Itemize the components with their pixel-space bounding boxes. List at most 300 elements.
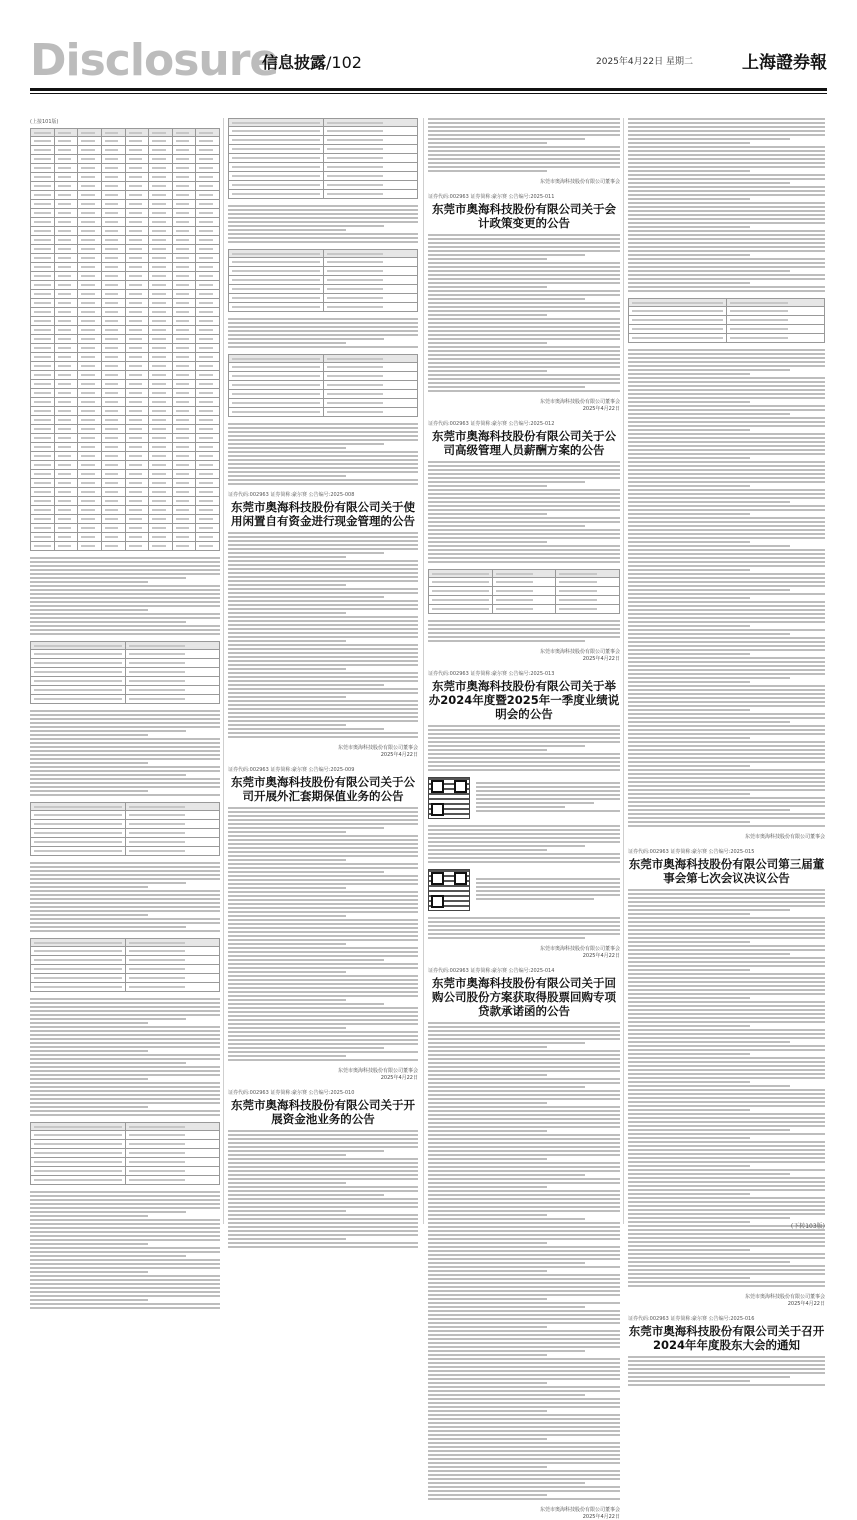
table-row: [229, 250, 418, 258]
text-line: [628, 589, 790, 591]
table-cell: [31, 164, 55, 173]
text-line: [428, 485, 547, 487]
table-cell: [125, 129, 149, 137]
text-line: [428, 150, 620, 152]
text-line: [428, 1458, 620, 1460]
table-cell: [125, 820, 220, 829]
table-row: [229, 399, 418, 408]
text-line: [428, 386, 585, 388]
table-cell: [31, 353, 55, 362]
text-line: [428, 1454, 620, 1456]
text-line: [428, 1394, 585, 1396]
table-cell: [125, 479, 149, 488]
text-line: [228, 967, 418, 969]
table-cell: [149, 146, 173, 155]
table-cell: [172, 488, 196, 497]
table-cell: [149, 236, 173, 245]
text-line: [228, 716, 418, 718]
text-line: [228, 839, 418, 841]
text-block: [30, 862, 220, 932]
table-cell: [196, 299, 220, 308]
table-cell: [125, 461, 149, 470]
text-line: [628, 681, 750, 683]
table-cell: [31, 263, 55, 272]
table-cell: [172, 272, 196, 281]
table-row: [31, 344, 220, 353]
table-cell: [125, 533, 149, 542]
announcement-title: 东莞市奥海科技股份有限公司关于使用闲置自有资金进行现金管理的公告: [231, 500, 415, 528]
text-line: [628, 1233, 825, 1235]
text-line: [30, 930, 220, 932]
table-cell: [125, 209, 149, 218]
text-line: [30, 922, 220, 924]
continued-label: (上接101版): [30, 119, 59, 125]
text-line: [428, 1178, 620, 1180]
table-cell: [556, 605, 620, 614]
text-line: [428, 246, 620, 248]
text-line: [628, 1241, 825, 1243]
table-row: [31, 820, 220, 829]
text-line: [428, 1494, 547, 1496]
table-cell: [31, 407, 55, 416]
text-line: [228, 1130, 418, 1132]
table-cell: [172, 344, 196, 353]
announcement-earnings-briefing: [428, 670, 620, 959]
table-cell: [149, 407, 173, 416]
table-cell: [78, 281, 102, 290]
table-cell: [54, 362, 78, 371]
table-cell: [172, 308, 196, 317]
text-line: [628, 1376, 790, 1378]
table-cell: [101, 254, 125, 263]
text-line: [428, 489, 620, 491]
text-line: [228, 233, 418, 235]
text-line: [428, 841, 620, 843]
text-line: [228, 692, 418, 694]
text-line: [428, 282, 620, 284]
text-line: [428, 1398, 620, 1400]
text-block: [428, 118, 620, 172]
table-cell: [172, 236, 196, 245]
column-divider: [623, 118, 624, 1224]
text-line: [428, 1102, 547, 1104]
text-line: [628, 1041, 790, 1043]
text-line: [428, 529, 620, 531]
text-line: [428, 1410, 547, 1412]
text-line: [428, 1338, 620, 1340]
text-line: [628, 1101, 825, 1103]
text-line: [30, 633, 220, 635]
qr-code-block: [428, 777, 620, 819]
text-line: [428, 1190, 620, 1192]
table-cell: [196, 353, 220, 362]
text-line: [428, 1182, 620, 1184]
text-line: [628, 737, 750, 739]
text-line: [30, 1207, 220, 1209]
table-cell: [101, 353, 125, 362]
text-line: [228, 237, 418, 239]
text-line: [628, 893, 825, 895]
text-line: [628, 473, 825, 475]
table-cell: [125, 308, 149, 317]
table-cell: [125, 1149, 220, 1158]
table-cell: [172, 362, 196, 371]
table-row: [229, 390, 418, 399]
announcement-title: 东莞市奥海科技股份有限公司关于公司开展外汇套期保值业务的公告: [231, 775, 415, 803]
table-cell: [196, 335, 220, 344]
text-line: [30, 722, 220, 724]
table-cell: [229, 285, 324, 294]
text-line: [30, 589, 220, 591]
table-cell: [125, 1167, 220, 1176]
text-line: [428, 1330, 620, 1332]
table-cell: [54, 326, 78, 335]
table-cell: [78, 461, 102, 470]
text-line: [428, 162, 620, 164]
text-line: [428, 298, 585, 300]
text-line: [428, 1126, 620, 1128]
text-line: [30, 730, 186, 732]
text-line: [228, 700, 418, 702]
text-line: [628, 1185, 825, 1187]
text-line: [228, 955, 418, 957]
text-line: [428, 1038, 620, 1040]
text-line: [628, 969, 750, 971]
text-line: [628, 357, 825, 359]
text-line: [628, 417, 825, 419]
table-cell: [149, 326, 173, 335]
table-cell: [31, 1158, 126, 1167]
text-line: [228, 326, 418, 328]
table-row: [31, 497, 220, 506]
table-cell: [54, 542, 78, 551]
text-line: [428, 1290, 620, 1292]
table-row: [31, 829, 220, 838]
text-line: [628, 981, 825, 983]
text-line: [30, 870, 220, 872]
table-cell: [78, 200, 102, 209]
text-line: [628, 182, 790, 184]
table-row: [629, 325, 825, 334]
table-cell: [31, 155, 55, 164]
table-row: [31, 290, 220, 299]
table-cell: [78, 263, 102, 272]
text-line: [628, 673, 825, 675]
table-cell: [429, 587, 493, 596]
text-line: [428, 1054, 620, 1056]
text-line: [628, 665, 825, 667]
qr-code-icon[interactable]: [428, 869, 470, 911]
text-line: [428, 354, 620, 356]
text-line: [628, 709, 750, 711]
text-line: [628, 801, 825, 803]
text-line: [228, 572, 418, 574]
text-line: [628, 1109, 750, 1111]
text-line: [428, 310, 620, 312]
table-row: [31, 947, 220, 956]
text-line: [428, 513, 547, 515]
text-line: [428, 1274, 620, 1276]
text-line: [476, 786, 620, 788]
text-line: [628, 150, 825, 152]
text-line: [30, 1259, 220, 1261]
table-row: [31, 533, 220, 542]
text-line: [30, 1106, 148, 1108]
text-line: [228, 1023, 418, 1025]
text-line: [428, 1278, 620, 1280]
text-line: [628, 126, 825, 128]
text-line: [428, 1130, 547, 1132]
table-cell: [78, 425, 102, 434]
text-line: [30, 573, 220, 575]
text-line: [30, 1034, 220, 1036]
text-line: [228, 620, 418, 622]
text-line: [428, 1198, 620, 1200]
text-line: [228, 604, 418, 606]
table-cell: [229, 276, 324, 285]
table-cell: [101, 209, 125, 218]
text-line: [428, 933, 620, 935]
text-line: [428, 1094, 620, 1096]
text-line: [428, 1050, 620, 1052]
table-cell: [149, 263, 173, 272]
text-line: [628, 290, 825, 292]
text-line: [228, 1051, 418, 1053]
text-line: [30, 1215, 148, 1217]
signature: 东莞市奥海科技股份有限公司董事会 2025年4月22日: [539, 1507, 620, 1520]
text-line: [228, 1142, 418, 1144]
table-cell: [125, 299, 149, 308]
table-cell: [101, 371, 125, 380]
text-line: [228, 907, 418, 909]
text-line: [628, 1045, 825, 1047]
text-line: [628, 198, 750, 200]
text-line: [628, 453, 825, 455]
table-row: [31, 353, 220, 362]
text-line: [428, 302, 620, 304]
table-cell: [31, 137, 55, 146]
text-line: [228, 1154, 346, 1156]
table-cell: [54, 200, 78, 209]
text-line: [428, 1462, 620, 1464]
column-2: [228, 118, 418, 1224]
stock-code-line: 证券代码:002963 证券简称:豪尔赛 公告编号:2025-016: [628, 1316, 755, 1322]
text-line: [628, 797, 825, 799]
stock-code-line: 证券代码:002963 证券简称:豪尔赛 公告编号:2025-015: [628, 849, 755, 855]
text-line: [428, 1034, 620, 1036]
table-cell: [196, 362, 220, 371]
table-cell: [101, 182, 125, 191]
text-line: [628, 385, 825, 387]
text-line: [476, 802, 594, 804]
text-line: [228, 1186, 418, 1188]
text-line: [628, 977, 825, 979]
table-cell: [125, 254, 149, 263]
table-cell: [196, 371, 220, 380]
table-row: [31, 1149, 220, 1158]
table-cell: [125, 164, 149, 173]
text-line: [428, 505, 620, 507]
table-row: [31, 461, 220, 470]
text-line: [428, 294, 620, 296]
text-line: [628, 633, 790, 635]
text-line: [428, 1142, 620, 1144]
text-line: [30, 794, 220, 796]
text-line: [628, 965, 825, 967]
table-cell: [31, 956, 126, 965]
table-cell: [54, 335, 78, 344]
text-line: [428, 837, 620, 839]
text-line: [628, 933, 825, 935]
table-row: [31, 803, 220, 811]
text-line: [628, 1065, 825, 1067]
table-cell: [149, 218, 173, 227]
text-line: [30, 1191, 220, 1193]
table-cell: [101, 245, 125, 254]
table-cell: [125, 668, 220, 677]
text-line: [628, 142, 750, 144]
text-line: [30, 1082, 220, 1084]
table-row: [229, 154, 418, 163]
table-cell: [125, 686, 220, 695]
text-line: [228, 660, 418, 662]
text-line: [228, 1182, 346, 1184]
table-cell: [727, 325, 825, 334]
text-line: [628, 685, 825, 687]
text-line: [628, 1285, 825, 1287]
text-line: [428, 146, 620, 148]
table-cell: [629, 316, 727, 325]
text-line: [628, 573, 825, 575]
table-row: [229, 276, 418, 285]
table-cell: [125, 488, 149, 497]
table-cell: [556, 570, 620, 578]
text-line: [628, 825, 825, 827]
text-block: [30, 998, 220, 1116]
table-cell: [54, 155, 78, 164]
announcement-title: 东莞市奥海科技股份有限公司关于公司高级管理人员薪酬方案的公告: [432, 429, 616, 457]
text-line: [228, 935, 418, 937]
text-line: [30, 1263, 220, 1265]
announcement-title: 东莞市奥海科技股份有限公司第三届董事会第七次会议决议公告: [628, 857, 825, 885]
text-line: [228, 640, 346, 642]
text-line: [428, 242, 620, 244]
text-line: [628, 1149, 825, 1151]
text-line: [628, 701, 825, 703]
table-row: [31, 182, 220, 191]
table-cell: [323, 119, 418, 127]
table-cell: [54, 290, 78, 299]
table-row: [31, 218, 220, 227]
text-line: [628, 1077, 825, 1079]
table-cell: [196, 236, 220, 245]
table-cell: [323, 276, 418, 285]
table-cell: [101, 173, 125, 182]
text-line: [628, 254, 750, 256]
text-block: [228, 807, 418, 1061]
text-line: [428, 1326, 547, 1328]
text-line: [428, 118, 620, 120]
text-line: [428, 334, 620, 336]
announcement-title: 东莞市奥海科技股份有限公司关于举办2024年度暨2025年一季度业绩说明会的公告: [428, 679, 620, 721]
text-block: [228, 318, 418, 348]
text-line: [228, 217, 418, 219]
text-line: [30, 1199, 220, 1201]
text-line: [628, 218, 825, 220]
table-cell: [54, 173, 78, 182]
table-cell: [196, 425, 220, 434]
column-1: [30, 118, 220, 1224]
text-line: [228, 1047, 384, 1049]
text-line: [30, 910, 220, 912]
table-cell: [196, 479, 220, 488]
text-line: [228, 443, 384, 445]
text-line: [428, 350, 620, 352]
table-cell: [125, 425, 149, 434]
text-line: [228, 552, 384, 554]
table-cell: [429, 605, 493, 614]
table-cell: [31, 811, 126, 820]
text-line: [628, 1269, 825, 1271]
text-line: [228, 676, 418, 678]
page-number: /102: [326, 53, 362, 72]
table-cell: [54, 497, 78, 506]
text-line: [228, 322, 418, 324]
table-cell: [125, 407, 149, 416]
table-cell: [727, 307, 825, 316]
text-line: [628, 809, 790, 811]
table-row: [31, 515, 220, 524]
table-cell: [78, 533, 102, 542]
table-cell: [54, 506, 78, 515]
table-cell: [54, 425, 78, 434]
text-line: [628, 1277, 750, 1279]
table-cell: [54, 389, 78, 398]
text-line: [428, 130, 620, 132]
table-cell: [149, 506, 173, 515]
table-cell: [196, 515, 220, 524]
table-cell: [125, 847, 220, 856]
text-line: [30, 1042, 220, 1044]
text-line: [628, 437, 825, 439]
text-line: [30, 734, 148, 736]
table-cell: [101, 272, 125, 281]
text-line: [428, 461, 620, 463]
text-line: [30, 926, 186, 928]
text-line: [428, 849, 547, 851]
text-line: [428, 733, 620, 735]
text-line: [628, 985, 825, 987]
table-row: [31, 164, 220, 173]
text-line: [628, 805, 825, 807]
text-line: [628, 637, 825, 639]
text-line: [628, 154, 825, 156]
text-line: [428, 1046, 547, 1048]
table-cell: [196, 218, 220, 227]
text-line: [228, 1019, 418, 1021]
text-line: [30, 1243, 148, 1245]
text-line: [30, 878, 220, 880]
table-row: [31, 335, 220, 344]
text-line: [628, 234, 825, 236]
qr-code-icon[interactable]: [428, 777, 470, 819]
text-line: [228, 447, 346, 449]
table-row: [31, 524, 220, 533]
table-cell: [149, 173, 173, 182]
text-line: [428, 1226, 620, 1228]
table-cell: [172, 227, 196, 236]
text-line: [228, 644, 418, 646]
